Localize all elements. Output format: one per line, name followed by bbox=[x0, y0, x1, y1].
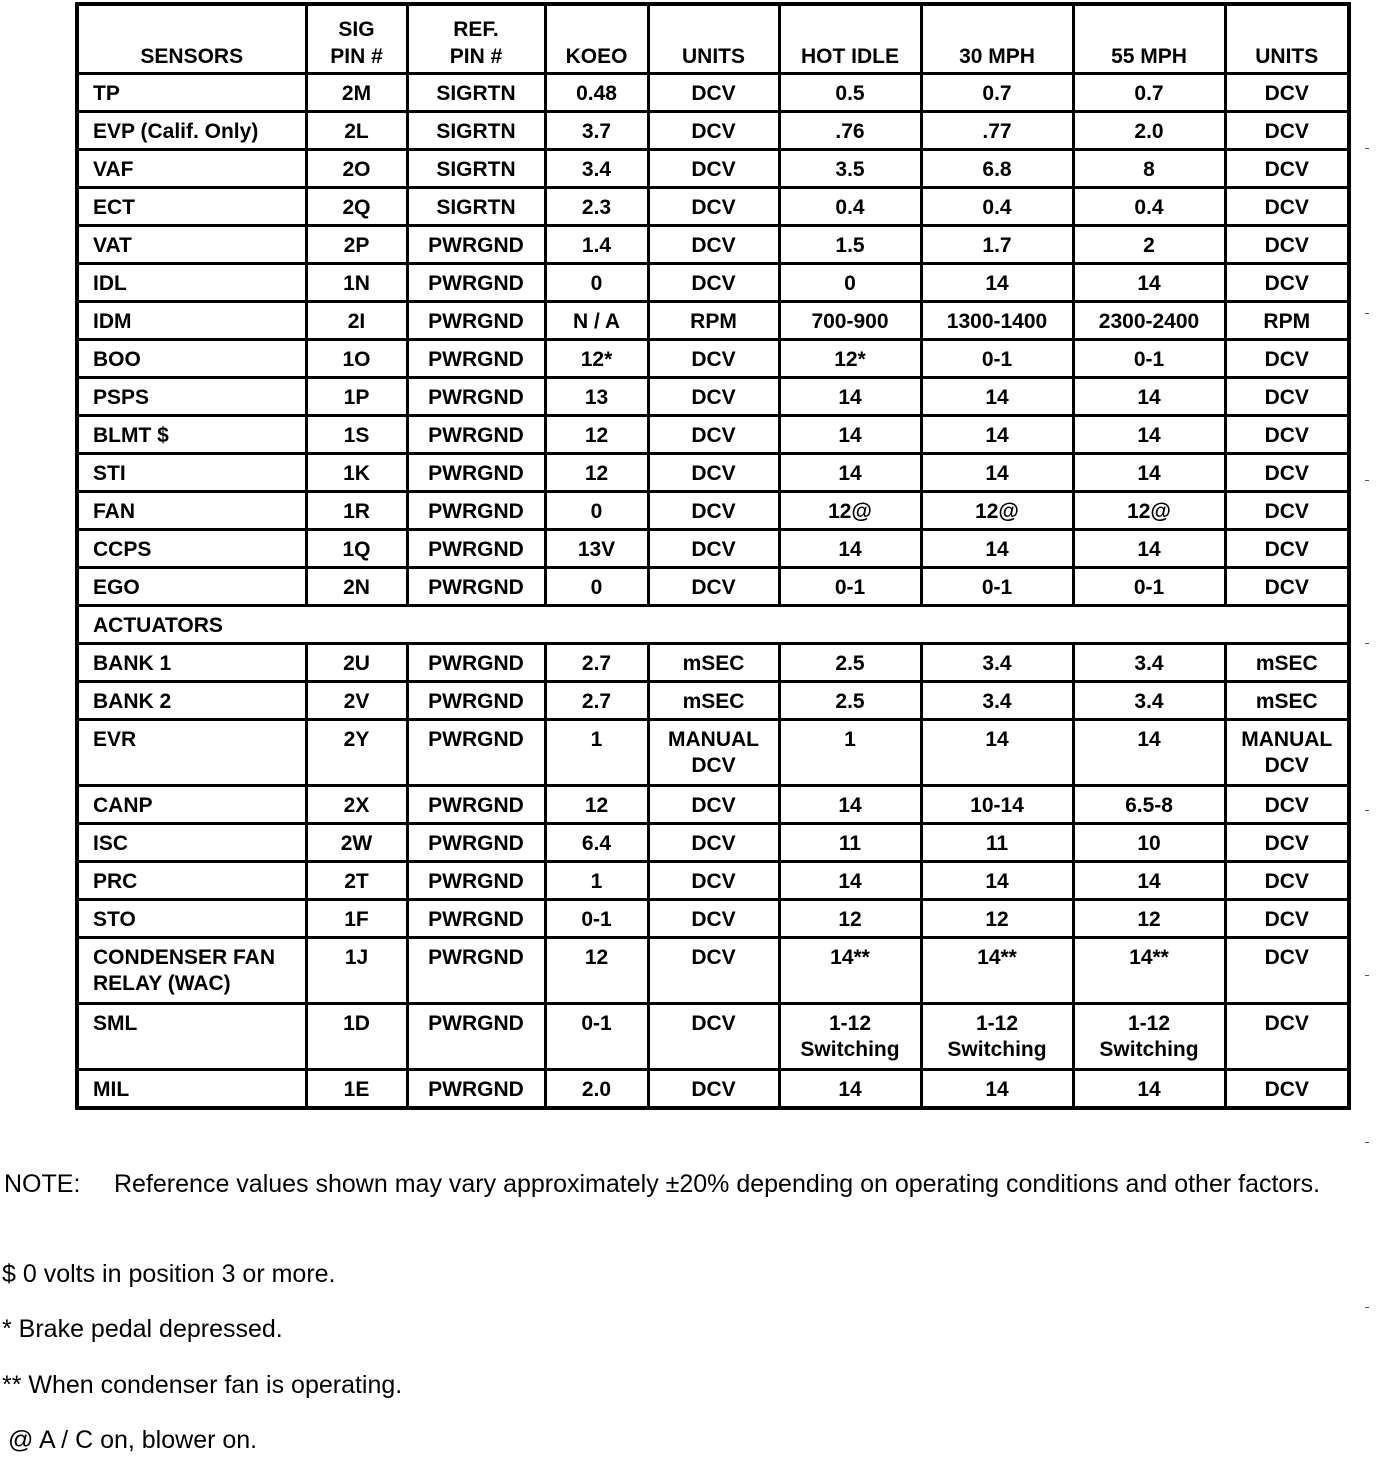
row-label-cell: MIL bbox=[77, 1070, 306, 1108]
row-label-cell: TP bbox=[77, 74, 306, 112]
table-cell: PWRGND bbox=[407, 340, 545, 378]
table-cell: PWRGND bbox=[407, 862, 545, 900]
table-cell: N / A bbox=[545, 302, 648, 340]
table-cell: 1N bbox=[306, 264, 407, 302]
table-cell: DCV bbox=[648, 900, 779, 938]
table-cell: 2T bbox=[306, 862, 407, 900]
table-cell: 1E bbox=[306, 1070, 407, 1108]
table-cell: 0 bbox=[779, 264, 921, 302]
table-cell: DCV bbox=[1225, 900, 1349, 938]
table-row bbox=[77, 824, 1349, 862]
table-cell: 12 bbox=[779, 900, 921, 938]
note-label: NOTE: bbox=[4, 1170, 81, 1198]
table-cell: 11 bbox=[921, 824, 1073, 862]
table-row bbox=[77, 112, 1349, 150]
table-cell: 2X bbox=[306, 786, 407, 824]
table-cell: DCV bbox=[1225, 416, 1349, 454]
table-cell: 6.5-8 bbox=[1073, 786, 1225, 824]
table-row bbox=[77, 644, 1349, 682]
table-cell: 12@ bbox=[921, 492, 1073, 530]
table-cell: 14 bbox=[779, 786, 921, 824]
table-row bbox=[77, 682, 1349, 720]
table-cell: PWRGND bbox=[407, 644, 545, 682]
row-label-cell: IDM bbox=[77, 302, 306, 340]
table-cell: 14** bbox=[779, 938, 921, 1004]
table-cell: 14 bbox=[1073, 720, 1225, 786]
row-label-cell: STI bbox=[77, 454, 306, 492]
row-label-cell: BANK 1 bbox=[77, 644, 306, 682]
table-cell: DCV bbox=[1225, 1004, 1349, 1070]
table-row bbox=[77, 862, 1349, 900]
table-cell: 14 bbox=[921, 862, 1073, 900]
row-label-cell: CCPS bbox=[77, 530, 306, 568]
table-cell: 1J bbox=[306, 938, 407, 1004]
table-cell: RPM bbox=[1225, 302, 1349, 340]
table-cell: DCV bbox=[648, 1070, 779, 1108]
table-cell: DCV bbox=[648, 454, 779, 492]
table-cell: DCV bbox=[648, 824, 779, 862]
table-cell: PWRGND bbox=[407, 568, 545, 606]
table-cell: 11 bbox=[779, 824, 921, 862]
table-cell: DCV bbox=[648, 150, 779, 188]
table-cell: 14 bbox=[779, 454, 921, 492]
table-cell: 1 bbox=[545, 720, 648, 786]
table-cell: 14 bbox=[1073, 1070, 1225, 1108]
table-row bbox=[77, 264, 1349, 302]
margin-tick bbox=[1365, 810, 1369, 811]
table-cell: 1-12 Switching bbox=[921, 1004, 1073, 1070]
table-cell: 12* bbox=[545, 340, 648, 378]
row-label-cell: ISC bbox=[77, 824, 306, 862]
table-cell: DCV bbox=[1225, 150, 1349, 188]
table-cell: 14 bbox=[1073, 530, 1225, 568]
table-cell: RPM bbox=[648, 302, 779, 340]
table-cell: 2.5 bbox=[779, 682, 921, 720]
table-cell: 0 bbox=[545, 568, 648, 606]
table-cell: 1300-1400 bbox=[921, 302, 1073, 340]
table-cell: PWRGND bbox=[407, 454, 545, 492]
table-cell: 0.4 bbox=[1073, 188, 1225, 226]
table-cell: 14 bbox=[1073, 264, 1225, 302]
section-label: ACTUATORS bbox=[77, 606, 1349, 644]
table-cell: DCV bbox=[648, 188, 779, 226]
table-cell: 0-1 bbox=[1073, 568, 1225, 606]
table-cell: 1-12 Switching bbox=[1073, 1004, 1225, 1070]
table-cell: 2.0 bbox=[545, 1070, 648, 1108]
table-cell: 2O bbox=[306, 150, 407, 188]
table-cell: DCV bbox=[1225, 454, 1349, 492]
table-cell: 1Q bbox=[306, 530, 407, 568]
table-cell: 2U bbox=[306, 644, 407, 682]
table-row bbox=[77, 74, 1349, 112]
table-cell: 1R bbox=[306, 492, 407, 530]
table-cell: 12 bbox=[545, 454, 648, 492]
table-cell: 0-1 bbox=[545, 900, 648, 938]
table-cell: 700-900 bbox=[779, 302, 921, 340]
table-cell: 12 bbox=[545, 786, 648, 824]
row-label-cell: EVR bbox=[77, 720, 306, 786]
table-cell: 0.48 bbox=[545, 74, 648, 112]
column-header: SIG PIN # bbox=[306, 4, 407, 74]
table-cell: DCV bbox=[648, 74, 779, 112]
table-cell: MANUAL DCV bbox=[1225, 720, 1349, 786]
table-cell: 3.5 bbox=[779, 150, 921, 188]
table-cell: 1.5 bbox=[779, 226, 921, 264]
table-cell: 2 bbox=[1073, 226, 1225, 264]
table-cell: DCV bbox=[648, 226, 779, 264]
table-row bbox=[77, 492, 1349, 530]
table-cell: PWRGND bbox=[407, 900, 545, 938]
margin-tick bbox=[1365, 480, 1369, 481]
table-cell: DCV bbox=[648, 264, 779, 302]
table-cell: 0.7 bbox=[1073, 74, 1225, 112]
table-cell: 13V bbox=[545, 530, 648, 568]
table-cell: mSEC bbox=[648, 682, 779, 720]
table-row bbox=[77, 340, 1349, 378]
note-text: Reference values shown may vary approximately ±20% depending on operating conditions and other factors. bbox=[114, 1170, 1321, 1198]
table-cell: 12 bbox=[1073, 900, 1225, 938]
column-header: SENSORS bbox=[77, 4, 306, 74]
table-cell: 0.7 bbox=[921, 74, 1073, 112]
column-header: UNITS bbox=[1225, 4, 1349, 74]
row-label-cell: BOO bbox=[77, 340, 306, 378]
table-cell: 12@ bbox=[1073, 492, 1225, 530]
table-cell: 3.7 bbox=[545, 112, 648, 150]
table-cell: mSEC bbox=[1225, 644, 1349, 682]
table-cell: 1.7 bbox=[921, 226, 1073, 264]
table-cell: 10 bbox=[1073, 824, 1225, 862]
table-cell: 14 bbox=[1073, 378, 1225, 416]
reference-values-table bbox=[75, 2, 1351, 1110]
column-header: UNITS bbox=[648, 4, 779, 74]
table-cell: 3.4 bbox=[1073, 644, 1225, 682]
row-label-cell: STO bbox=[77, 900, 306, 938]
row-label-cell: VAT bbox=[77, 226, 306, 264]
table-cell: DCV bbox=[648, 492, 779, 530]
table-cell: 1O bbox=[306, 340, 407, 378]
table-cell: 12* bbox=[779, 340, 921, 378]
row-label-cell: PRC bbox=[77, 862, 306, 900]
table-cell: PWRGND bbox=[407, 226, 545, 264]
notes-section bbox=[0, 1168, 1392, 1201]
footnote-dollar: $ 0 volts in position 3 or more. bbox=[2, 1260, 336, 1288]
table-cell: 14 bbox=[921, 378, 1073, 416]
table-cell: 1P bbox=[306, 378, 407, 416]
table-cell: 0 bbox=[545, 264, 648, 302]
table-cell: DCV bbox=[1225, 530, 1349, 568]
margin-tick bbox=[1365, 1142, 1369, 1143]
table-cell: 12 bbox=[921, 900, 1073, 938]
row-label-cell: CANP bbox=[77, 786, 306, 824]
table-row bbox=[77, 378, 1349, 416]
table-cell: PWRGND bbox=[407, 416, 545, 454]
footnote-at: @ A / C on, blower on. bbox=[8, 1426, 258, 1454]
table-cell: 14 bbox=[779, 862, 921, 900]
table-cell: DCV bbox=[648, 1004, 779, 1070]
table-cell: 1K bbox=[306, 454, 407, 492]
table-row bbox=[77, 150, 1349, 188]
table-cell: 0.4 bbox=[921, 188, 1073, 226]
table-cell: PWRGND bbox=[407, 938, 545, 1004]
table-cell: 14 bbox=[779, 378, 921, 416]
table-cell: PWRGND bbox=[407, 302, 545, 340]
table-cell: DCV bbox=[648, 378, 779, 416]
table-cell: 2.7 bbox=[545, 682, 648, 720]
table-cell: 2L bbox=[306, 112, 407, 150]
table-cell: DCV bbox=[648, 786, 779, 824]
table-cell: 0-1 bbox=[545, 1004, 648, 1070]
table-cell: 2N bbox=[306, 568, 407, 606]
margin-tick bbox=[1365, 313, 1369, 314]
row-label-cell: BLMT $ bbox=[77, 416, 306, 454]
table-cell: 0.5 bbox=[779, 74, 921, 112]
table-row bbox=[77, 188, 1349, 226]
table-cell: PWRGND bbox=[407, 720, 545, 786]
row-label-cell: PSPS bbox=[77, 378, 306, 416]
table-row bbox=[77, 938, 1349, 1004]
table-row bbox=[77, 454, 1349, 492]
table-cell: 14** bbox=[921, 938, 1073, 1004]
table-cell: 0 bbox=[545, 492, 648, 530]
margin-tick bbox=[1365, 148, 1369, 149]
table-cell: PWRGND bbox=[407, 1070, 545, 1108]
table-row bbox=[77, 900, 1349, 938]
table-cell: 0-1 bbox=[1073, 340, 1225, 378]
row-label-cell: IDL bbox=[77, 264, 306, 302]
table-cell: PWRGND bbox=[407, 492, 545, 530]
table-cell: DCV bbox=[648, 862, 779, 900]
table-row bbox=[77, 786, 1349, 824]
table-cell: SIGRTN bbox=[407, 150, 545, 188]
table-row bbox=[77, 720, 1349, 786]
table-cell: 14 bbox=[921, 416, 1073, 454]
table-cell: 14 bbox=[1073, 416, 1225, 454]
table-cell: 2Q bbox=[306, 188, 407, 226]
table-cell: 6.4 bbox=[545, 824, 648, 862]
table-cell: 2.7 bbox=[545, 644, 648, 682]
table-cell: 3.4 bbox=[545, 150, 648, 188]
table-cell: PWRGND bbox=[407, 378, 545, 416]
table-cell: DCV bbox=[1225, 74, 1349, 112]
note-row bbox=[0, 1168, 1392, 1201]
table-cell: 0-1 bbox=[921, 340, 1073, 378]
table-cell: DCV bbox=[648, 416, 779, 454]
header-row bbox=[77, 4, 1349, 74]
table-cell: DCV bbox=[1225, 264, 1349, 302]
column-header: 30 MPH bbox=[921, 4, 1073, 74]
table-cell: SIGRTN bbox=[407, 74, 545, 112]
table-cell: DCV bbox=[648, 938, 779, 1004]
table-cell: 1 bbox=[779, 720, 921, 786]
table-cell: 14 bbox=[779, 1070, 921, 1108]
column-header: KOEO bbox=[545, 4, 648, 74]
table-cell: 12@ bbox=[779, 492, 921, 530]
table-cell: 14 bbox=[921, 720, 1073, 786]
table-cell: 3.4 bbox=[1073, 682, 1225, 720]
table-row bbox=[77, 530, 1349, 568]
table-cell: 0-1 bbox=[921, 568, 1073, 606]
table-cell: 12 bbox=[545, 416, 648, 454]
table-cell: DCV bbox=[1225, 340, 1349, 378]
table-cell: mSEC bbox=[648, 644, 779, 682]
table-cell: DCV bbox=[648, 530, 779, 568]
footnote-double-star: ** When condenser fan is operating. bbox=[2, 1371, 403, 1399]
table-cell: .76 bbox=[779, 112, 921, 150]
table-cell: 1D bbox=[306, 1004, 407, 1070]
row-label-cell: VAF bbox=[77, 150, 306, 188]
table-cell: 1.4 bbox=[545, 226, 648, 264]
table-cell: DCV bbox=[1225, 824, 1349, 862]
table-cell: 2I bbox=[306, 302, 407, 340]
table-cell: 2Y bbox=[306, 720, 407, 786]
table-cell: DCV bbox=[1225, 1070, 1349, 1108]
table-cell: 2W bbox=[306, 824, 407, 862]
footnote-star: * Brake pedal depressed. bbox=[2, 1315, 283, 1343]
table-cell: MANUAL DCV bbox=[648, 720, 779, 786]
row-label-cell: CONDENSER FAN RELAY (WAC) bbox=[77, 938, 306, 1004]
table-cell: DCV bbox=[648, 340, 779, 378]
table-cell: PWRGND bbox=[407, 824, 545, 862]
table-cell: 2300-2400 bbox=[1073, 302, 1225, 340]
table-cell: .77 bbox=[921, 112, 1073, 150]
table-row bbox=[77, 568, 1349, 606]
table-cell: DCV bbox=[648, 112, 779, 150]
table-cell: 2.0 bbox=[1073, 112, 1225, 150]
table-cell: 2.5 bbox=[779, 644, 921, 682]
section-row bbox=[77, 606, 1349, 644]
table-cell: DCV bbox=[1225, 112, 1349, 150]
table-cell: 2.3 bbox=[545, 188, 648, 226]
table-cell: 14 bbox=[779, 416, 921, 454]
table-cell: DCV bbox=[1225, 786, 1349, 824]
table-cell: 1S bbox=[306, 416, 407, 454]
row-label-cell: ECT bbox=[77, 188, 306, 226]
table-cell: PWRGND bbox=[407, 1004, 545, 1070]
table-cell: 14 bbox=[921, 1070, 1073, 1108]
table-cell: DCV bbox=[1225, 226, 1349, 264]
table-cell: DCV bbox=[1225, 378, 1349, 416]
margin-tick bbox=[1365, 643, 1369, 644]
table-cell: 3.4 bbox=[921, 644, 1073, 682]
table-cell: 6.8 bbox=[921, 150, 1073, 188]
row-label-cell: BANK 2 bbox=[77, 682, 306, 720]
table-row bbox=[77, 416, 1349, 454]
table-cell: mSEC bbox=[1225, 682, 1349, 720]
column-header: HOT IDLE bbox=[779, 4, 921, 74]
table-cell: 14 bbox=[921, 264, 1073, 302]
table-row bbox=[77, 1070, 1349, 1108]
table-cell: DCV bbox=[648, 568, 779, 606]
table-row bbox=[77, 1004, 1349, 1070]
table-cell: 14 bbox=[1073, 454, 1225, 492]
table-cell: 14 bbox=[921, 454, 1073, 492]
column-header: REF. PIN # bbox=[407, 4, 545, 74]
table-cell: DCV bbox=[1225, 188, 1349, 226]
table-cell: DCV bbox=[1225, 938, 1349, 1004]
row-label-cell: EGO bbox=[77, 568, 306, 606]
table-cell: DCV bbox=[1225, 568, 1349, 606]
table-row bbox=[77, 226, 1349, 264]
table-cell: 12 bbox=[545, 938, 648, 1004]
table-cell: PWRGND bbox=[407, 530, 545, 568]
table-cell: 13 bbox=[545, 378, 648, 416]
table-row bbox=[77, 302, 1349, 340]
table-cell: 1 bbox=[545, 862, 648, 900]
table-cell: 14** bbox=[1073, 938, 1225, 1004]
table-cell: 2V bbox=[306, 682, 407, 720]
table-cell: 3.4 bbox=[921, 682, 1073, 720]
table-cell: 2M bbox=[306, 74, 407, 112]
table-cell: 2P bbox=[306, 226, 407, 264]
table-cell: 14 bbox=[779, 530, 921, 568]
table-cell: 14 bbox=[921, 530, 1073, 568]
table-cell: PWRGND bbox=[407, 682, 545, 720]
margin-tick bbox=[1365, 975, 1369, 976]
table-cell: DCV bbox=[1225, 862, 1349, 900]
table-cell: 0.4 bbox=[779, 188, 921, 226]
table-cell: 0-1 bbox=[779, 568, 921, 606]
column-header: 55 MPH bbox=[1073, 4, 1225, 74]
table-cell: 1-12 Switching bbox=[779, 1004, 921, 1070]
table-cell: SIGRTN bbox=[407, 112, 545, 150]
table-cell: 1F bbox=[306, 900, 407, 938]
table-cell: PWRGND bbox=[407, 264, 545, 302]
table-cell: DCV bbox=[1225, 492, 1349, 530]
table-cell: SIGRTN bbox=[407, 188, 545, 226]
table-cell: 8 bbox=[1073, 150, 1225, 188]
row-label-cell: SML bbox=[77, 1004, 306, 1070]
table-cell: PWRGND bbox=[407, 786, 545, 824]
row-label-cell: FAN bbox=[77, 492, 306, 530]
table-cell: 14 bbox=[1073, 862, 1225, 900]
row-label-cell: EVP (Calif. Only) bbox=[77, 112, 306, 150]
table-cell: 10-14 bbox=[921, 786, 1073, 824]
margin-tick bbox=[1365, 1307, 1369, 1308]
